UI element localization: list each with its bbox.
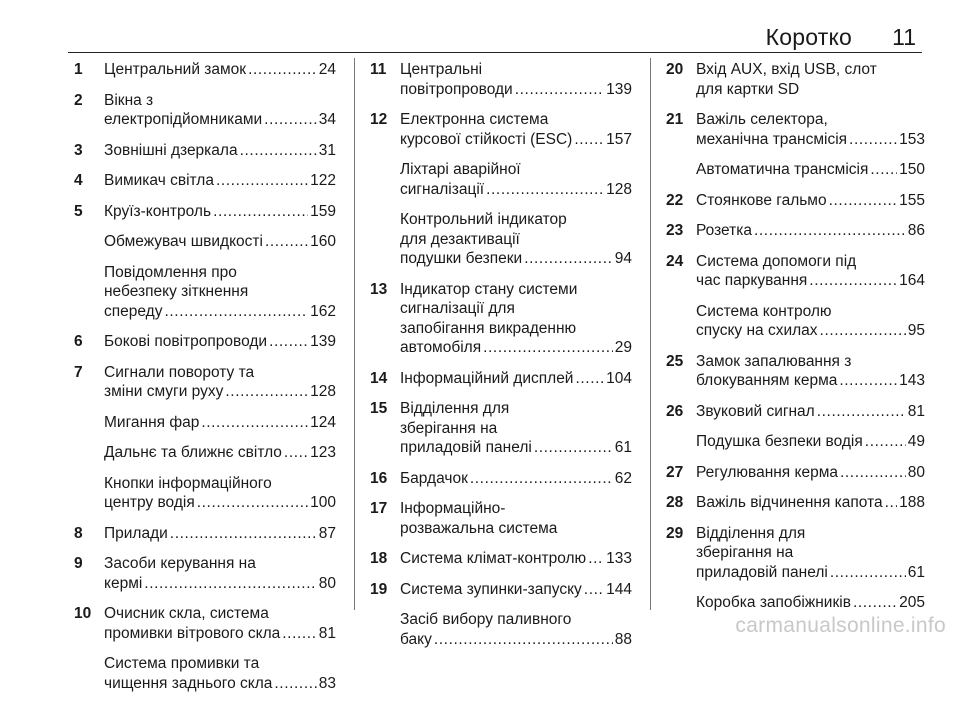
entry-text: Система допомоги під xyxy=(696,252,857,270)
dot-leader xyxy=(534,438,613,458)
entry-page-link[interactable]: 104 xyxy=(606,369,632,387)
entry-number: 4 xyxy=(74,172,83,189)
entry-text: Бардачок xyxy=(400,469,468,487)
entry-text: Прилади xyxy=(104,524,168,542)
entry-last-line xyxy=(104,202,336,222)
entry-text: Сигнали повороту та xyxy=(104,363,255,381)
entry-text: Контрольний індикатор xyxy=(400,211,567,228)
entry-page-link[interactable]: 144 xyxy=(606,580,632,598)
index-entry xyxy=(74,171,336,191)
index-entry xyxy=(666,493,925,513)
entry-page-link[interactable]: 34 xyxy=(318,111,336,128)
entry-text: небезпеку зіткнення xyxy=(104,283,249,300)
page-header xyxy=(68,0,922,53)
index-entry xyxy=(666,524,925,583)
entry-number: 2 xyxy=(74,91,83,109)
entry-text: подушки безпеки xyxy=(400,250,523,267)
dot-leader xyxy=(820,321,906,341)
index-entry xyxy=(666,160,925,180)
entry-page-link[interactable]: 205 xyxy=(899,594,925,611)
entry-last-line xyxy=(400,338,632,358)
index-entry xyxy=(370,60,632,99)
entry-text: Відділення для xyxy=(696,524,806,542)
entry-text: Звуковий сигнал xyxy=(696,402,815,420)
entry-page-link[interactable]: 80 xyxy=(907,463,925,481)
entry-text: Електронна система xyxy=(400,111,549,128)
entry-page-link[interactable]: 100 xyxy=(310,494,336,511)
entry-page-link[interactable]: 123 xyxy=(310,444,336,461)
entry-text: Мигання фар xyxy=(104,413,200,431)
entry-text: зберігання на xyxy=(696,544,794,561)
entry-last-line xyxy=(400,130,632,150)
dot-leader xyxy=(817,402,906,422)
entry-last-line xyxy=(104,443,336,463)
entry-text: повітропроводи xyxy=(400,80,513,98)
entry-text: для картки SD xyxy=(696,80,800,98)
entry-number: 14 xyxy=(370,369,388,387)
entry-last-line xyxy=(104,60,336,80)
index-entry xyxy=(370,499,632,538)
entry-text: Інформаційний дисплей xyxy=(400,369,574,387)
entry-last-line xyxy=(696,402,925,422)
index-entry xyxy=(666,402,925,422)
dot-leader xyxy=(282,624,317,644)
entry-text: механічна трансмісія xyxy=(696,130,848,148)
index-entry xyxy=(666,221,925,241)
index-entry xyxy=(74,554,336,593)
index-entry xyxy=(370,469,632,489)
entry-text: Коробка запобіжників xyxy=(696,594,851,611)
dot-leader xyxy=(240,141,317,161)
dot-leader xyxy=(264,110,317,130)
dot-leader xyxy=(269,332,308,352)
entry-number: 15 xyxy=(370,400,388,417)
entry-last-line xyxy=(696,321,925,341)
entry-text: розважальна система xyxy=(400,519,558,537)
entry-text: блокуванням керма xyxy=(696,372,838,389)
index-column-3 xyxy=(666,60,925,624)
entry-text: Важіль селектора, xyxy=(696,111,828,128)
index-entry xyxy=(74,474,336,513)
index-entry xyxy=(666,110,925,149)
entry-last-line xyxy=(104,382,336,402)
dot-leader xyxy=(434,630,613,650)
index-entry xyxy=(666,593,925,613)
dot-leader xyxy=(870,160,897,180)
entry-page-link[interactable]: 81 xyxy=(318,624,336,642)
index-entry xyxy=(370,610,632,649)
index-entry xyxy=(666,302,925,341)
entry-text: Автоматична трансмісія xyxy=(696,161,869,178)
entry-text: кермі xyxy=(104,574,143,592)
index-entry xyxy=(370,110,632,149)
entry-text: приладовій панелі xyxy=(696,563,828,581)
entry-page-link[interactable]: 88 xyxy=(614,630,632,648)
entry-text: Замок запалювання з xyxy=(696,352,852,370)
entry-last-line xyxy=(400,80,632,100)
index-entry xyxy=(666,463,925,483)
index-entry xyxy=(74,202,336,222)
entry-text: сигналізації для xyxy=(400,300,515,317)
index-entry xyxy=(74,443,336,463)
dot-leader xyxy=(524,249,613,269)
entry-text: Засіб вибору паливного xyxy=(400,611,572,628)
entry-page-link[interactable]: 95 xyxy=(907,322,925,339)
entry-text: Вимикач світла xyxy=(104,172,214,189)
entry-text: автомобіля xyxy=(400,339,482,356)
entry-page-link[interactable]: 128 xyxy=(310,383,336,400)
entry-page-link[interactable]: 81 xyxy=(907,402,925,420)
entry-text: Важіль відчинення капота xyxy=(696,494,883,511)
entry-text: спереду xyxy=(104,302,163,320)
entry-last-line xyxy=(104,110,336,130)
entry-number: 12 xyxy=(370,111,388,128)
entry-last-line xyxy=(696,191,925,211)
entry-number: 5 xyxy=(74,202,83,220)
dot-leader xyxy=(885,493,898,513)
index-entry xyxy=(74,232,336,252)
entry-last-line xyxy=(696,563,925,583)
dot-leader xyxy=(248,60,317,80)
page-number: 11 xyxy=(892,24,916,50)
entry-number: 25 xyxy=(666,352,684,370)
dot-leader xyxy=(830,563,906,583)
entry-number: 7 xyxy=(74,363,83,381)
entry-last-line xyxy=(696,463,925,483)
entry-number: 11 xyxy=(370,61,387,78)
dot-leader xyxy=(809,271,897,291)
dot-leader xyxy=(754,221,906,241)
entry-page-link[interactable]: 124 xyxy=(310,413,336,431)
entry-last-line xyxy=(696,80,925,100)
entry-number: 21 xyxy=(666,111,684,128)
entry-page-link[interactable]: 139 xyxy=(606,80,632,98)
entry-last-line xyxy=(400,469,632,489)
entry-last-line xyxy=(104,171,336,191)
entry-text: Вхід AUX, вхід USB, слот xyxy=(696,61,877,78)
index-entry xyxy=(666,252,925,291)
index-entry xyxy=(74,60,336,80)
dot-leader xyxy=(470,469,613,489)
dot-leader xyxy=(274,674,316,694)
entry-number: 10 xyxy=(74,605,92,622)
entry-page-link[interactable]: 83 xyxy=(318,674,336,692)
entry-text: сигналізації xyxy=(400,180,485,198)
entry-text: Бокові повітропроводи xyxy=(104,333,268,350)
entry-page-link[interactable]: 188 xyxy=(899,494,925,511)
entry-number: 3 xyxy=(74,141,83,159)
entry-number: 24 xyxy=(666,252,684,270)
entry-last-line xyxy=(696,371,925,391)
entry-number: 18 xyxy=(370,550,388,567)
entry-number: 20 xyxy=(666,61,684,78)
entry-number: 27 xyxy=(666,463,684,481)
entry-last-line xyxy=(696,130,925,150)
entry-text: зміни смуги руху xyxy=(104,383,224,400)
entry-page-link[interactable]: 61 xyxy=(614,439,632,456)
entry-page-link[interactable]: 155 xyxy=(899,191,925,209)
entry-text: Обмежувач швидкості xyxy=(104,233,263,250)
dot-leader xyxy=(225,382,308,402)
dot-leader xyxy=(213,202,308,222)
dot-leader xyxy=(588,549,604,569)
entry-text: Засоби керування на xyxy=(104,555,256,572)
entry-text: центру водія xyxy=(104,494,195,511)
entry-last-line xyxy=(696,593,925,613)
entry-number: 28 xyxy=(666,494,684,511)
index-entry xyxy=(74,141,336,161)
dot-leader xyxy=(574,130,604,150)
entry-text: для дезактивації xyxy=(400,230,520,248)
entry-last-line xyxy=(104,332,336,352)
dot-leader xyxy=(840,463,906,483)
entry-last-line xyxy=(400,630,632,650)
entry-last-line xyxy=(696,221,925,241)
index-entry xyxy=(74,604,336,643)
entry-page-link[interactable]: 128 xyxy=(606,180,632,198)
entry-last-line xyxy=(104,493,336,513)
entry-text: Система контролю xyxy=(696,302,832,320)
dot-leader xyxy=(853,593,897,613)
entry-text: спуску на схилах xyxy=(696,322,818,339)
entry-last-line xyxy=(400,369,632,389)
entry-page-link[interactable]: 62 xyxy=(614,469,632,487)
watermark: carmanualsonline.info xyxy=(735,614,946,637)
index-entry xyxy=(666,352,925,391)
entry-text: Круїз-контроль xyxy=(104,202,212,220)
entry-text: Центральний замок xyxy=(104,61,247,78)
dot-leader xyxy=(839,371,897,391)
entry-last-line xyxy=(104,413,336,433)
entry-text: Розетка xyxy=(696,222,752,239)
entry-page-link[interactable]: 80 xyxy=(318,574,336,592)
entry-text: електропідйомниками xyxy=(104,111,263,128)
entry-last-line xyxy=(104,674,336,694)
entry-text: промивки вітрового скла xyxy=(104,624,281,642)
entry-page-link[interactable]: 162 xyxy=(310,302,336,320)
entry-last-line xyxy=(696,160,925,180)
entry-last-line xyxy=(104,232,336,252)
entry-page-link[interactable]: 61 xyxy=(907,563,925,581)
entry-last-line xyxy=(400,249,632,269)
entry-page-link[interactable]: 49 xyxy=(907,433,925,450)
dot-leader xyxy=(483,338,613,358)
index-entry xyxy=(74,332,336,352)
entry-text: приладовій панелі xyxy=(400,439,532,456)
entry-page-link[interactable]: 153 xyxy=(899,130,925,148)
entry-text: Кнопки інформаційного xyxy=(104,474,272,492)
entry-text: Регулювання керма xyxy=(696,463,838,481)
index-entry xyxy=(666,191,925,211)
index-entry xyxy=(370,369,632,389)
dot-leader xyxy=(216,171,308,191)
entry-page-link[interactable]: 164 xyxy=(899,272,925,289)
index-entry xyxy=(666,60,925,99)
entry-text: курсової стійкості (ESC) xyxy=(400,130,573,148)
dot-leader xyxy=(515,80,604,100)
index-entry xyxy=(370,210,632,269)
entry-last-line xyxy=(104,141,336,161)
entry-number: 26 xyxy=(666,402,684,420)
entry-number: 19 xyxy=(370,580,388,598)
dot-leader xyxy=(284,443,308,463)
entry-number: 23 xyxy=(666,222,684,239)
index-entry xyxy=(370,160,632,199)
index-entry xyxy=(370,399,632,458)
entry-text: чищення заднього скла xyxy=(104,674,273,692)
dot-leader xyxy=(170,524,317,544)
entry-number: 22 xyxy=(666,191,684,209)
dot-leader xyxy=(197,493,308,513)
entry-last-line xyxy=(696,493,925,513)
entry-last-line xyxy=(104,574,336,594)
entry-page-link[interactable]: 133 xyxy=(606,550,632,567)
entry-page-link[interactable]: 150 xyxy=(899,161,925,178)
dot-leader xyxy=(829,191,898,211)
entry-text: Повідомлення про xyxy=(104,263,237,281)
entry-text: Ліхтарі аварійної xyxy=(400,161,521,178)
entry-text: Індикатор стану системи xyxy=(400,280,578,298)
entry-page-link[interactable]: 94 xyxy=(614,250,632,267)
entry-last-line xyxy=(696,271,925,291)
entry-text: Вікна з xyxy=(104,91,154,109)
index-column-1 xyxy=(74,60,336,704)
entry-last-line xyxy=(104,302,336,322)
entry-last-line xyxy=(400,549,632,569)
dot-leader xyxy=(144,574,316,594)
entry-text: Інформаційно- xyxy=(400,500,506,517)
index-entry xyxy=(74,524,336,544)
entry-page-link[interactable]: 87 xyxy=(318,524,336,542)
entry-text: Дальнє та ближнє світло xyxy=(104,444,282,461)
entry-page-link[interactable]: 157 xyxy=(606,130,632,148)
index-entry xyxy=(666,432,925,452)
entry-text: Система зупинки-запуску xyxy=(400,580,582,598)
entry-text: Система промивки та xyxy=(104,655,260,672)
entry-text: Стоянкове гальмо xyxy=(696,191,827,209)
entry-last-line xyxy=(696,432,925,452)
entry-text: Система клімат-контролю xyxy=(400,550,587,567)
index-entry xyxy=(370,549,632,569)
index-entry xyxy=(74,263,336,322)
entry-number: 8 xyxy=(74,524,83,542)
page-title: Коротко xyxy=(765,24,852,50)
entry-text: баку xyxy=(400,630,432,648)
entry-text: запобігання викраденню xyxy=(400,319,577,337)
entry-number: 1 xyxy=(74,61,83,78)
index-entry xyxy=(370,580,632,600)
entry-page-link[interactable]: 31 xyxy=(318,141,336,159)
index-entry xyxy=(74,91,336,130)
entry-last-line xyxy=(104,624,336,644)
entry-page-link[interactable]: 29 xyxy=(614,339,632,356)
entry-last-line xyxy=(400,180,632,200)
dot-leader xyxy=(164,302,308,322)
entry-text: Центральні xyxy=(400,61,483,78)
entry-text: час паркування xyxy=(696,272,808,289)
entry-last-line xyxy=(104,524,336,544)
entry-number: 29 xyxy=(666,524,684,542)
entry-number: 9 xyxy=(74,555,83,572)
column-divider xyxy=(354,58,355,610)
index-entry xyxy=(74,654,336,693)
dot-leader xyxy=(265,232,308,252)
entry-text: Очисник скла, система xyxy=(104,605,269,622)
entry-page-link[interactable]: 86 xyxy=(907,222,925,239)
index-entry xyxy=(74,413,336,433)
index-column-2 xyxy=(370,60,632,660)
index-entry xyxy=(74,363,336,402)
entry-page-link[interactable]: 122 xyxy=(310,172,336,189)
dot-leader xyxy=(584,580,604,600)
entry-page-link[interactable]: 160 xyxy=(310,233,336,250)
entry-text: Відділення для xyxy=(400,400,510,417)
entry-last-line xyxy=(400,580,632,600)
entry-number: 16 xyxy=(370,469,388,487)
dot-leader xyxy=(575,369,604,389)
column-divider xyxy=(650,58,651,610)
entry-last-line xyxy=(400,438,632,458)
entry-text: Зовнішні дзеркала xyxy=(104,141,238,159)
entry-page-link[interactable]: 159 xyxy=(310,202,336,220)
dot-leader xyxy=(849,130,897,150)
entry-text: Подушка безпеки водія xyxy=(696,433,863,450)
entry-number: 13 xyxy=(370,280,388,298)
dot-leader xyxy=(865,432,906,452)
dot-leader xyxy=(486,180,604,200)
entry-page-link[interactable]: 139 xyxy=(310,333,336,350)
entry-page-link[interactable]: 24 xyxy=(318,61,336,78)
entry-last-line xyxy=(400,519,632,539)
entry-text: зберігання на xyxy=(400,419,498,437)
entry-number: 6 xyxy=(74,333,83,350)
entry-page-link[interactable]: 143 xyxy=(899,372,925,389)
dot-leader xyxy=(201,413,308,433)
entry-number: 17 xyxy=(370,500,388,517)
index-entry xyxy=(370,280,632,358)
